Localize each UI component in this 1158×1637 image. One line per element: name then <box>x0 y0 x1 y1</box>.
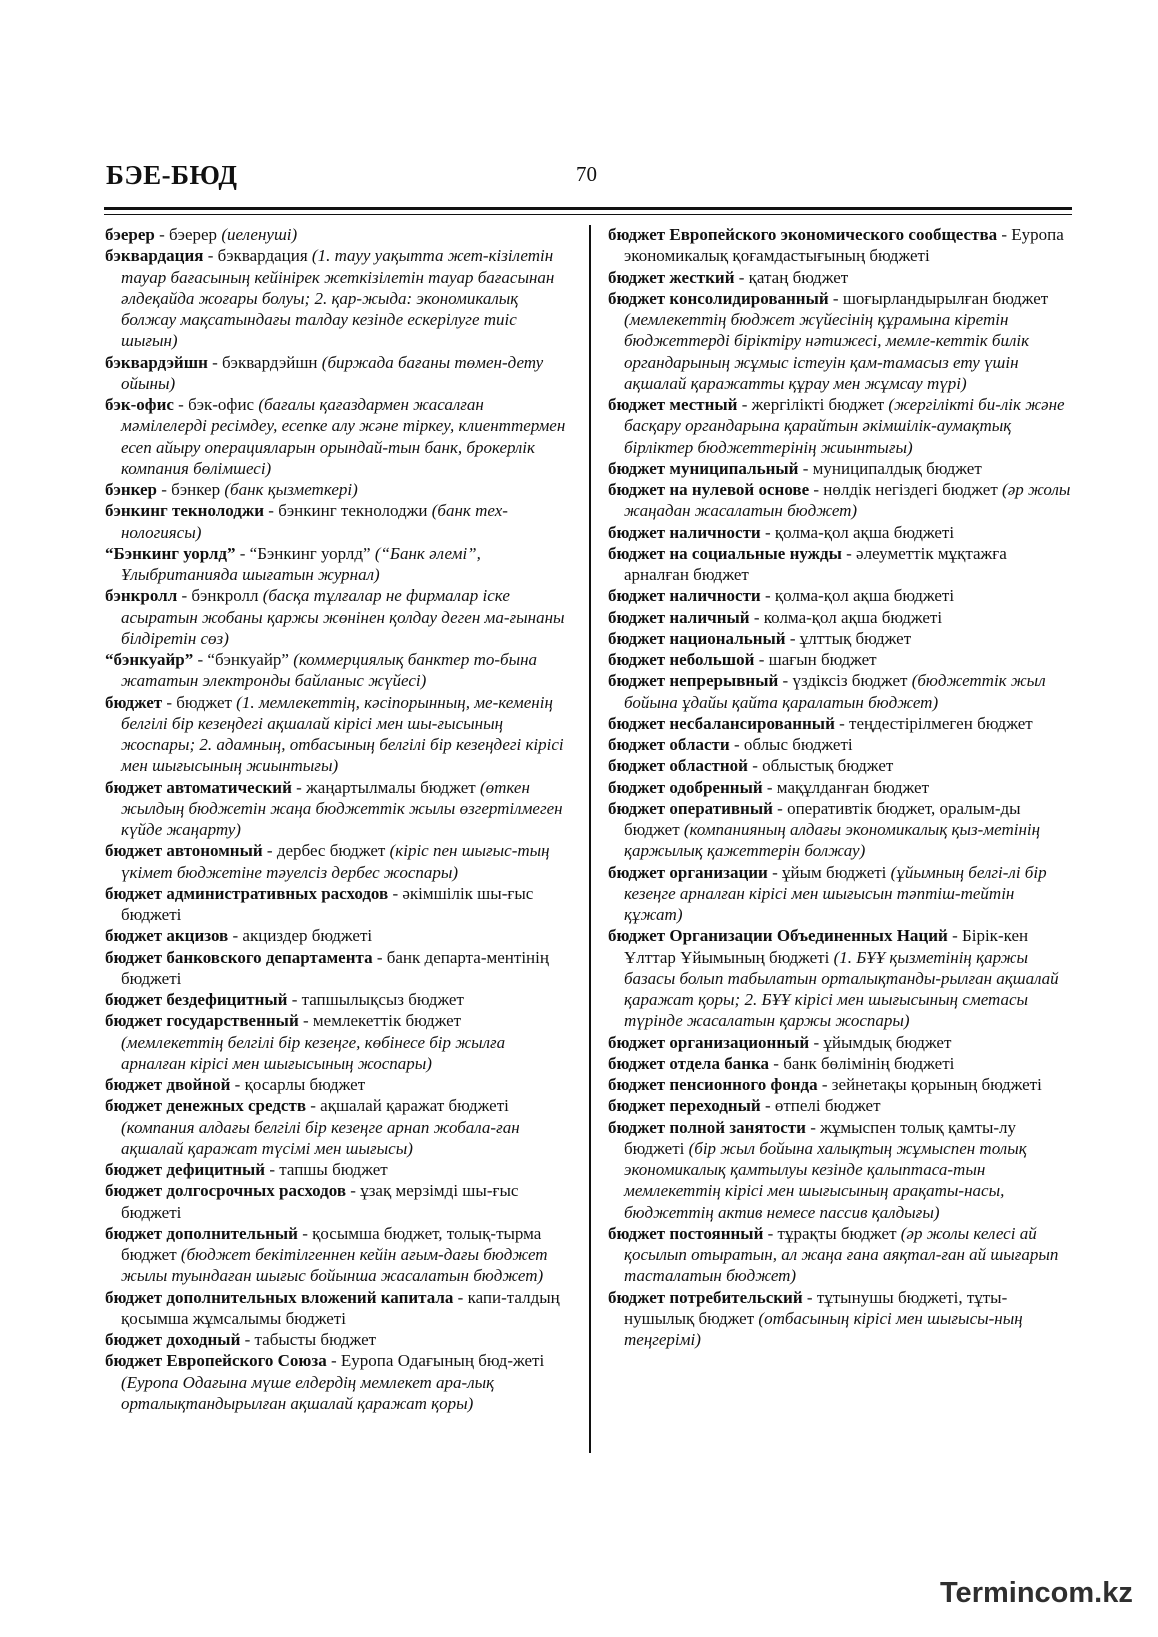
entry-definition: (иеленуші) <box>221 225 298 244</box>
entry-term: бюджет отдела банка <box>608 1053 770 1073</box>
entry-translation: - облыс бюджеті <box>729 735 853 754</box>
entry-term: бюджет муниципальный <box>608 458 799 478</box>
entry-translation: - Еуропа экономикалық қоғамдастығының бюджеті <box>624 225 1064 266</box>
dictionary-entry <box>608 1032 1073 1053</box>
entry-term: “бэнкуайр” <box>105 650 194 669</box>
entry-translation: - мемлекеттік бюджет <box>298 1011 462 1031</box>
entry-term: бюджет жесткий <box>608 267 735 287</box>
entry-translation: - бэквардэйшн <box>207 352 322 372</box>
entry-translation: - тапшылықсыз бюджет <box>287 990 464 1009</box>
entry-translation: - бэквардация <box>203 246 312 266</box>
entry-term: бюджет акцизов <box>105 926 229 946</box>
entry-term: бюджет наличности <box>608 522 761 542</box>
entry-definition: (“Банк әлемі”, Ұлыбританияда шығатын журнал) <box>121 543 481 584</box>
entry-term: бюджет наличный <box>608 607 750 627</box>
entry-term: бюджет на социальные нужды <box>608 543 842 563</box>
entry-translation: - бэк-офис <box>173 395 259 414</box>
entry-translation: - облыстық бюджет <box>747 756 894 776</box>
entry-definition: (1. БҰҰ қызметінің қаржы базасы болып табылатын орталықтанды-рылған ақшалай қаражат қоры; 2. БҰҰ кірісі мен шығысының сметасы түрінде жасалатын қаржы жоспары) <box>624 947 1059 1031</box>
dictionary-entry <box>608 1074 1073 1095</box>
entry-definition: (компания алдағы белгілі бір кезеңге арнап жобала-ған ақшалай қаражат түсімі мен шығысы) <box>121 1117 520 1158</box>
entry-translation: - шоғырландырылған бюджет <box>828 288 1049 308</box>
entry-definition: (мемлекеттің бюджет жүйесінің құрамына кіретін бюджеттерді біріктіру нәтижесі, мемле-кеттік билік органдарының жұмыс істеуін қам-тамасыз ету үшін ақшалай қаражатты құрау мен жұмсау түрі) <box>624 310 1030 393</box>
dictionary-entry <box>105 500 567 543</box>
dictionary-entry <box>608 479 1073 522</box>
entry-term: бэнкролл <box>105 586 178 606</box>
entry-term: бэквардэйшн <box>105 352 208 372</box>
dictionary-entry <box>105 585 567 649</box>
dictionary-entry <box>608 1117 1073 1223</box>
entry-definition: (бір жыл бойына халықтың жұмыспен толық экономикалық қамтылуы кезінде қалыптаса-тын мемлекеттің кірісі мен шығысының арақаты-насы, бюджеттің актив немесе пассив қалдығы) <box>624 1138 1027 1222</box>
entry-term: бюджет переходный <box>608 1096 761 1116</box>
entry-translation: - ақшалай қаражат бюджеті <box>306 1096 509 1116</box>
entry-definition: (биржада бағаны төмен-дету ойыны) <box>121 352 544 393</box>
entry-term: бэквардация <box>105 246 204 266</box>
entry-translation: - әлеуметтік мұқтажға арналған бюджет <box>624 543 1007 584</box>
entry-translation: - бюджет <box>162 692 237 712</box>
entry-definition: (әр жолы келесі ай қосылып отыратын, ал жаңа ғана аяқтал-ған ай шығарып тасталатын бюджет) <box>624 1223 1059 1286</box>
entry-term: бюджет консолидированный <box>608 288 829 308</box>
entry-translation: - колма-қол ақша бюджеті <box>749 607 943 627</box>
dictionary-entry <box>608 649 1073 670</box>
dictionary-entry <box>105 394 567 479</box>
left-column <box>105 224 567 1414</box>
entry-term: бюджет дефицитный <box>105 1160 266 1179</box>
header-rule-thick <box>104 207 1072 210</box>
right-column <box>608 224 1073 1350</box>
entry-term: бюджет дополнительный <box>105 1223 298 1243</box>
dictionary-entry <box>608 288 1073 394</box>
dictionary-entry <box>608 628 1073 649</box>
entry-definition: (жергілікті би-лік және басқару органдарына қарайтын әкімшілік-аумақтық бірліктер бюджеттерінің жиынтығы) <box>624 395 1065 457</box>
entry-definition: (Еуропа Одағына мүше елдердің мемлекет ара-лық орталықтандырылған ақшалай қаражат қоры) <box>121 1372 495 1413</box>
entry-translation: - үздіксіз бюджет <box>778 671 912 691</box>
entry-translation: - капи-талдың қосымша жұмсалымы бюджеті <box>121 1287 560 1328</box>
entry-term: бюджет организационный <box>608 1032 810 1052</box>
dictionary-entry <box>608 1095 1073 1116</box>
entry-definition: (кіріс пен шығыс-тың үкімет бюджетіне тәуелсіз дербес жоспары) <box>121 841 550 882</box>
dictionary-entry <box>105 989 567 1010</box>
entry-translation: - Еуропа Одағының бюд-жеті <box>326 1351 545 1371</box>
entry-term: бюджет доходный <box>105 1330 241 1349</box>
entry-term: бюджет государственный <box>105 1011 299 1031</box>
entry-translation: - жаңартылмалы бюджет <box>291 777 480 797</box>
entry-definition: (басқа тұлғалар не фирмалар іске асыратын жобаны қаржы жөнінен қолдау деген ма-ғынаны білдіретін сөз) <box>121 586 565 648</box>
dictionary-entry <box>608 224 1073 267</box>
entry-term: бюджет наличности <box>608 586 761 606</box>
dictionary-entry <box>105 649 567 692</box>
dictionary-entry <box>608 1053 1073 1074</box>
dictionary-entry <box>105 1180 567 1223</box>
entry-translation: - жергілікті бюджет <box>737 395 889 414</box>
dictionary-entry <box>105 1350 567 1414</box>
entry-term: бюджет небольшой <box>608 650 755 669</box>
entry-term: бэерер <box>105 225 155 244</box>
entry-translation: - қосымша бюджет, толық-тырма бюджет <box>121 1223 542 1264</box>
entry-definition: (компанияның алдағы экономикалық қыз-метінің қаржылық қажеттерін болжау) <box>624 820 1041 861</box>
header-rule-thin <box>104 214 1072 215</box>
entry-translation: - “бэнкуайр” <box>193 650 294 669</box>
entry-definition: (өткен жылдың бюджетін жаңа бюджеттік жылы өзгертілмеген күйде жаңарту) <box>121 777 563 839</box>
entry-term: бюджет на нулевой основе <box>608 480 810 499</box>
dictionary-entry <box>608 1287 1073 1351</box>
entry-translation: - бэнкинг текнолоджи <box>264 501 432 521</box>
entry-definition: (банк қызметкері) <box>224 480 358 499</box>
entry-definition: (банк тех-нологиясы) <box>121 501 508 542</box>
termincom-watermark-logo <box>940 1577 1150 1619</box>
entry-translation: - қолма-қол ақша бюджеті <box>760 522 955 542</box>
dictionary-entry <box>608 267 1073 288</box>
dictionary-entry <box>105 224 567 245</box>
entry-translation: - ұзақ мерзімді шы-ғыс бюджеті <box>121 1181 519 1222</box>
entry-term: бюджет автономный <box>105 841 263 861</box>
entry-term: бэк-офис <box>105 395 174 414</box>
entry-translation: - бэерер <box>154 225 222 244</box>
dictionary-entry <box>105 245 567 351</box>
dictionary-entry <box>105 352 567 395</box>
dictionary-entry <box>608 862 1073 926</box>
entry-definition: (әр жолы жаңадан жасалатын бюджет) <box>624 480 1071 521</box>
entry-term: бюджет полной занятости <box>608 1117 806 1137</box>
entry-translation: - қолма-қол ақша бюджеті <box>760 586 955 606</box>
dictionary-entry <box>608 713 1073 734</box>
entry-term: бюджет бездефицитный <box>105 990 288 1009</box>
entry-translation: - мақұлданған бюджет <box>762 777 930 797</box>
entry-definition: (бюджет бекітілгеннен кейін ағым-дағы бюджет жылы туындаған шығыс бойынша жасалатын бюджет) <box>121 1245 548 1286</box>
entry-translation: - табысты бюджет <box>240 1330 377 1349</box>
entry-term: бюджет оперативный <box>608 798 773 818</box>
dictionary-entry <box>608 585 1073 606</box>
entry-translation: - ұйым бюджеті <box>767 862 891 882</box>
dictionary-entry <box>105 777 567 841</box>
entry-term: бюджет денежных средств <box>105 1096 306 1116</box>
dictionary-entry <box>105 543 567 586</box>
entry-translation: - тұрақты бюджет <box>763 1223 901 1243</box>
entry-definition: (1. тауу уақытта жет-кізілетін тауар бағасының кейінірек жеткізілетін тауар бағасынан әлдеқайда жоғары болуы; 2. қар-жыда: экономикалық болжау мақсатындағы талдау кезінде ескерілуге тиіс шығын) <box>121 246 555 351</box>
entry-definition: (бағалы қағаздармен жасалған мәмілелерді ресімдеу, есепке алу және тіркеу, клиенттермен есеп айыру операцияларын орындай-тын банк, брокерлік компания бөлімшесі) <box>121 395 566 478</box>
dictionary-entry <box>105 1329 567 1350</box>
entry-translation: - “Бэнкинг уорлд” <box>235 543 375 563</box>
entry-term: бюджет банковского департамента <box>105 947 373 967</box>
entry-term: бэнкинг текнолоджи <box>105 501 265 521</box>
entry-term: бюджет автоматический <box>105 777 292 797</box>
entry-translation: - әкімшілік шы-ғыс бюджеті <box>121 883 534 924</box>
entry-term: бюджет дополнительных вложений капитала <box>105 1287 454 1307</box>
dictionary-entry <box>105 692 567 777</box>
entry-definition: (бюджеттік жыл бойына ұдайы қайта қаралатын бюджет) <box>624 671 1046 712</box>
entry-translation: - зейнетақы қорының бюджеті <box>817 1075 1042 1094</box>
dictionary-entry <box>608 522 1073 543</box>
entry-term: бюджет постоянный <box>608 1223 764 1243</box>
entry-translation: - банк бөлімінің бюджеті <box>769 1053 955 1073</box>
entry-translation: - нөлдік негіздегі бюджет <box>809 480 1003 499</box>
entry-translation: - қатаң бюджет <box>734 267 849 287</box>
watermark-text: Termincom.kz <box>940 1577 1133 1609</box>
entry-translation: - банк департа-ментінің бюджеті <box>121 947 549 988</box>
entry-term: бюджет долгосрочных расходов <box>105 1181 347 1201</box>
entry-translation: - акциздер бюджеті <box>228 926 373 946</box>
entry-translation: - тұтынушы бюджеті, тұты-нушылық бюджет <box>624 1287 1008 1328</box>
dictionary-entry <box>105 1223 567 1287</box>
dictionary-entry <box>105 1095 567 1159</box>
entry-term: бюджет одобренный <box>608 777 763 797</box>
dictionary-entry <box>105 840 567 883</box>
dictionary-entry <box>608 777 1073 798</box>
entry-term: бюджет организации <box>608 862 768 882</box>
entry-term: бюджет Организации Объединенных Наций <box>608 926 948 946</box>
dictionary-entry <box>608 755 1073 776</box>
dictionary-entry <box>608 607 1073 628</box>
entry-translation: - өтпелі бюджет <box>760 1096 881 1116</box>
entry-translation: - шағын бюджет <box>754 650 877 669</box>
column-divider <box>589 225 591 1453</box>
entry-translation: - муниципалдық бюджет <box>798 458 982 478</box>
dictionary-entry <box>608 798 1073 862</box>
dictionary-entry <box>608 734 1073 755</box>
entry-translation: - бэнкер <box>157 480 225 499</box>
entry-term: бюджет областной <box>608 756 748 776</box>
entry-term: бюджет пенсионного фонда <box>608 1075 818 1094</box>
dictionary-entry <box>105 947 567 990</box>
dictionary-entry <box>105 925 567 946</box>
entry-definition: (ұйымның белгі-лі бір кезеңге арналған кірісі мен шығысын тәптіш-тейтін құжат) <box>624 862 1047 924</box>
entry-term: бюджет непрерывный <box>608 671 779 691</box>
entry-translation: - Бірік-кен Ұлттар Ұйымының бюджеті <box>624 926 1029 967</box>
dictionary-entry <box>105 1159 567 1180</box>
entry-term: бюджет Европейского экономического сообщества <box>608 225 998 244</box>
entry-term: бюджет области <box>608 735 730 754</box>
dictionary-entry <box>608 543 1073 586</box>
entry-term: бюджет административных расходов <box>105 883 389 903</box>
dictionary-entry <box>608 1223 1073 1287</box>
dictionary-entry <box>105 1010 567 1074</box>
dictionary-entry <box>105 479 567 500</box>
entry-definition: (мемлекеттің белгілі бір кезеңге, көбінесе бір жылға арналған кірісі мен шығысының жоспары) <box>121 1032 506 1073</box>
entry-translation: - тапшы бюджет <box>265 1160 388 1179</box>
dictionary-entry <box>105 1074 567 1095</box>
entry-term: бюджет местный <box>608 395 738 414</box>
page-number: 70 <box>576 162 597 186</box>
entry-term: бюджет потребительский <box>608 1287 803 1307</box>
entry-term: бюджет Европейского Союза <box>105 1351 327 1371</box>
dictionary-entry <box>105 883 567 926</box>
page-header-title: БЭЕ-БЮД <box>106 160 238 190</box>
entry-term: бюджет национальный <box>608 628 786 648</box>
entry-term: бэнкер <box>105 480 158 499</box>
entry-translation: - бэнкролл <box>177 586 263 606</box>
entry-translation: - оперативтік бюджет, оралым-ды бюджет <box>624 798 1021 839</box>
entry-definition: (1. мемлекеттің, кәсіпорынның, ме-кеменің белгілі бір кезеңдегі ақшалай кірісі мен шы-ғысының жоспары; 2. адамның, отбасының белгілі бір кезеңдегі кірісі мен шығысының жиынтығы) <box>121 692 564 776</box>
entry-translation: - дербес бюджет <box>262 841 390 861</box>
entry-term: бюджет несбалансированный <box>608 713 835 733</box>
dictionary-entry <box>105 1287 567 1330</box>
entry-translation: - ұйымдық бюджет <box>809 1032 952 1052</box>
entry-term: бюджет <box>105 692 163 712</box>
dictionary-entry <box>608 670 1073 713</box>
dictionary-entry <box>608 394 1073 458</box>
entry-translation: - жұмыспен толық қамты-лу бюджеті <box>624 1117 1017 1158</box>
entry-translation: - ұлттық бюджет <box>785 628 912 648</box>
entry-translation: - теңдестірілмеген бюджет <box>834 713 1033 733</box>
dictionary-entry <box>608 458 1073 479</box>
dictionary-entry <box>608 925 1073 1031</box>
entry-definition: (коммерциялық банктер то-бына жататын электронды байланыс жүйесі) <box>121 650 538 691</box>
entry-definition: (отбасының кірісі мен шығысы-ның теңгерімі) <box>624 1308 1023 1349</box>
entry-term: “Бэнкинг уорлд” <box>105 543 236 563</box>
entry-translation: - қосарлы бюджет <box>230 1075 366 1094</box>
entry-term: бюджет двойной <box>105 1075 231 1094</box>
